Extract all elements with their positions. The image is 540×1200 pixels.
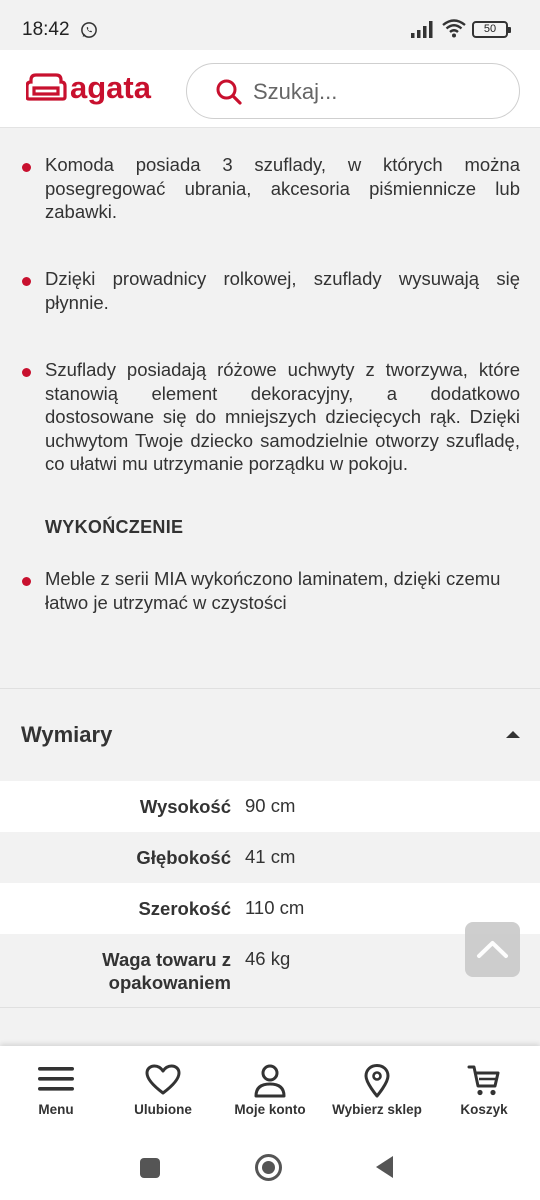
bullet-text: Komoda posiada 3 szuflady, w których można posegregować ubrania, akcesoria piśmiennicze lub zabawki. [45, 154, 520, 222]
search-input[interactable] [253, 77, 503, 107]
back-icon[interactable] [376, 1156, 393, 1178]
location-pin-icon [364, 1064, 390, 1098]
bullet-dot [22, 368, 31, 377]
status-bar [0, 0, 540, 50]
dimensions-title: Wymiary [21, 722, 113, 747]
description-bullet [20, 358, 520, 476]
nav-label: Koszyk [460, 1102, 508, 1117]
whatsapp-icon [80, 21, 98, 39]
table-row [0, 832, 540, 883]
nav-label: Wybierz sklep [332, 1102, 422, 1117]
description-bullet [20, 267, 520, 314]
bullet-text: Dzięki prowadnicy rolkowej, szuflady wysuwają się płynnie. [45, 268, 520, 313]
scroll-to-top-button[interactable] [465, 922, 520, 977]
nav-item-menu[interactable] [2, 1046, 110, 1134]
logo-text: agata [70, 70, 151, 105]
signal-icon [410, 20, 436, 38]
table-row [0, 781, 540, 832]
dimension-label: Wysokość [139, 796, 231, 817]
nav-label: Ulubione [134, 1102, 192, 1117]
cart-icon [467, 1064, 501, 1098]
heart-icon [145, 1064, 181, 1096]
bullet-text: Szuflady posiadają różowe uchwyty z tworzywa, które stanowią element dekoracyjny, a dodatkowo dostosowane się do mniejszych dziecięcych rąk. Dzięki uchwytom Twoje dziecko samodzielnie otworzy szufladę, co ułatwi mu utrzymanie porządku w pokoju. [45, 359, 520, 474]
recent-apps-icon[interactable] [140, 1158, 160, 1178]
nav-label: Menu [38, 1102, 74, 1117]
home-icon[interactable] [255, 1154, 282, 1181]
search-bar[interactable] [186, 63, 520, 119]
battery-icon: 50 [472, 21, 508, 38]
search-icon[interactable] [215, 78, 243, 106]
description-bullet [20, 153, 520, 224]
bullet-dot [22, 577, 31, 586]
site-header [0, 50, 540, 128]
table-row [0, 883, 540, 934]
dimension-label: Głębokość [136, 847, 231, 868]
dimension-value: 90 cm [245, 795, 296, 816]
menu-icon [37, 1064, 75, 1094]
nav-item-account[interactable] [216, 1046, 324, 1134]
dimension-label: Waga towaru z opakowaniem [102, 949, 231, 993]
dimension-value: 110 cm [245, 897, 305, 918]
chevron-up-icon[interactable] [506, 731, 520, 738]
finish-bullet [20, 567, 520, 614]
nav-item-store[interactable] [323, 1046, 431, 1134]
table-row [0, 934, 540, 1009]
bullet-dot [22, 277, 31, 286]
nav-item-favorites[interactable] [109, 1046, 217, 1134]
nav-label: Moje konto [234, 1102, 306, 1117]
dimension-value: 41 cm [245, 846, 296, 867]
bottom-navigation [0, 1046, 540, 1134]
dimension-value: 46 kg [245, 948, 291, 969]
wifi-icon [442, 19, 466, 38]
dimensions-table [0, 781, 540, 1009]
nav-item-cart[interactable] [430, 1046, 538, 1134]
dimension-label: Szerokość [138, 898, 231, 919]
section-divider [0, 1007, 540, 1008]
chevron-up-icon [465, 922, 520, 977]
dimensions-accordion-header[interactable] [0, 689, 540, 781]
system-navigation-bar [0, 1134, 540, 1200]
user-icon [254, 1064, 286, 1098]
status-time: 18:42 [22, 19, 70, 40]
bullet-dot [22, 163, 31, 172]
bullet-text: Meble z serii MIA wykończono laminatem, dzięki czemu łatwo je utrzymać w czystości [45, 568, 501, 613]
finish-heading: WYKOŃCZENIE [45, 517, 184, 537]
agata-logo[interactable] [26, 64, 156, 114]
